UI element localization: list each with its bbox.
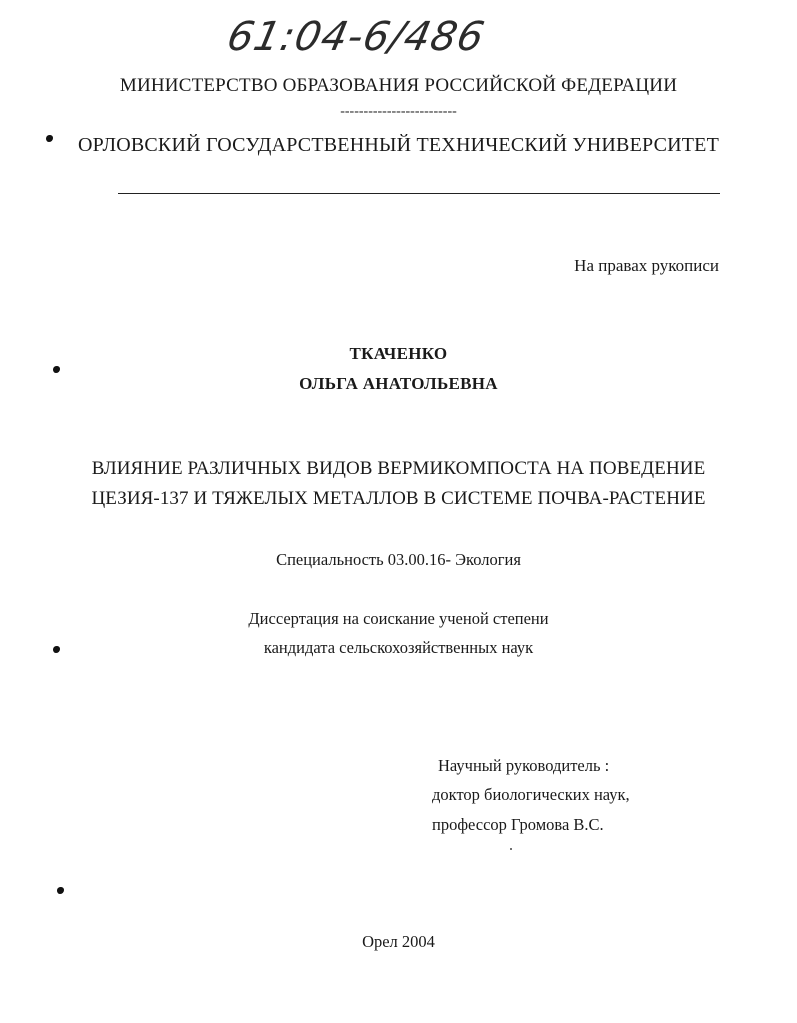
supervisor-label: Научный руководитель :	[438, 756, 610, 775]
author-given-names: ОЛЬГА АНАТОЛЬЕВНА	[299, 374, 498, 393]
supervisor-name: профессор Громова В.С.	[432, 815, 604, 834]
author-surname: ТКАЧЕНКО	[349, 344, 448, 363]
scan-speck	[57, 887, 64, 894]
handwritten-archive-number: 61:04-6/486	[223, 14, 489, 60]
supervisor-degree: доктор биологических наук,	[432, 785, 630, 804]
ministry-heading: МИНИСТЕРСТВО ОБРАЗОВАНИЯ РОССИЙСКОЙ ФЕДЕРАЦИИ	[119, 75, 678, 96]
scan-speck	[53, 366, 60, 373]
specialty-line: Специальность 03.00.16- Экология	[276, 550, 521, 569]
degree-statement-line-1: Диссертация на соискание ученой степени	[248, 609, 549, 628]
header-separator: -------------------------	[340, 104, 457, 119]
dissertation-title-line-2: ЦЕЗИЯ-137 И ТЯЖЕЛЫХ МЕТАЛЛОВ В СИСТЕМЕ ПОЧВА-РАСТЕНИЕ	[91, 488, 706, 509]
header-divider	[118, 193, 720, 194]
degree-statement-line-2: кандидата сельскохозяйственных наук	[263, 638, 534, 657]
scan-dot	[510, 848, 512, 850]
dissertation-title-line-1: ВЛИЯНИЕ РАЗЛИЧНЫХ ВИДОВ ВЕРМИКОМПОСТА НА ПОВЕДЕНИЕ	[91, 458, 706, 479]
place-and-year: Орел 2004	[362, 932, 435, 951]
manuscript-rights-note: На правах рукописи	[574, 256, 719, 275]
university-heading: ОРЛОВСКИЙ ГОСУДАРСТВЕННЫЙ ТЕХНИЧЕСКИЙ УНИВЕРСИТЕТ	[77, 134, 720, 156]
